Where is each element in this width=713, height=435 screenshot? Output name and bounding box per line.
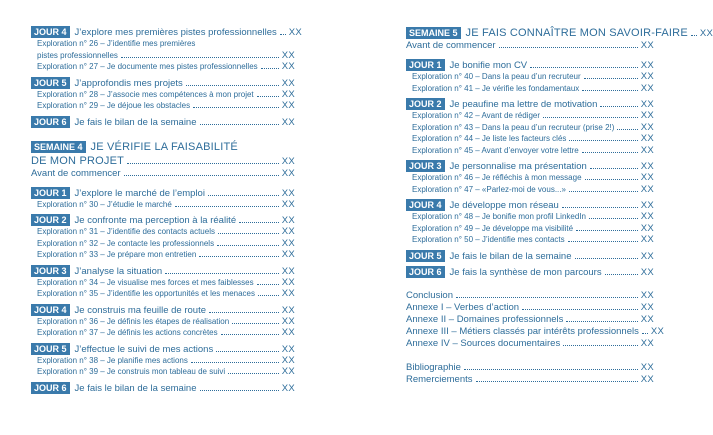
section-title: DE MON PROJET (31, 154, 125, 167)
toc-entry-exploration-26-cont[interactable] (31, 50, 295, 62)
dot-leader (543, 117, 638, 118)
dot-leader (476, 381, 638, 382)
toc-entry-exploration-44[interactable] (406, 133, 654, 145)
entry-title: Je personnalise ma présentation (449, 161, 587, 172)
day-badge: JOUR 6 (406, 266, 445, 278)
dot-leader (124, 175, 279, 176)
day-badge: JOUR 3 (406, 160, 445, 172)
entry-title: Exploration n° 26 – J’identifie mes premières (37, 39, 196, 48)
toc-entry-exploration-34[interactable] (31, 277, 295, 289)
toc-entry-exploration-30[interactable] (31, 199, 295, 211)
day-badge: JOUR 6 (31, 382, 70, 394)
entry-title: Je fais la synthèse de mon parcours (449, 266, 602, 278)
page-number: XX (281, 249, 295, 260)
page-number: XX (281, 116, 295, 128)
entry-title: Exploration n° 40 – Dans la peau d’un recruteur (412, 72, 581, 81)
toc-entry-exploration-50[interactable] (406, 234, 654, 246)
dot-leader (218, 233, 279, 234)
toc-entry-exploration-45[interactable] (406, 145, 654, 157)
toc-entry-jour1[interactable] (406, 59, 654, 71)
entry-title: Je peaufine ma lettre de motivation (449, 99, 598, 110)
entry-title: Exploration n° 42 – Avant de rédiger (412, 111, 541, 120)
dot-leader (585, 179, 638, 180)
entry-title: J’explore le marché de l’emploi (74, 187, 205, 199)
day-badge: JOUR 3 (31, 265, 70, 277)
page-number: XX (640, 172, 654, 183)
dot-leader (239, 222, 279, 223)
page-number: XX (281, 265, 295, 277)
toc-entry-exploration-43[interactable] (406, 122, 654, 134)
toc-entry-annexe-1[interactable] (406, 302, 654, 314)
page-number: XX (640, 82, 654, 94)
page-number: XX (281, 382, 295, 394)
week-badge: SEMAINE 4 (31, 141, 86, 153)
dot-leader (499, 47, 638, 48)
dot-leader (576, 230, 638, 231)
dot-leader (127, 163, 279, 164)
day-badge: JOUR 5 (31, 77, 70, 89)
toc-entry-jour4[interactable] (31, 26, 303, 38)
page-number: XX (640, 289, 654, 301)
page-number: XX (281, 304, 295, 316)
dot-leader (232, 323, 279, 324)
dot-leader (221, 334, 279, 335)
dot-leader (200, 390, 279, 391)
toc-entry-jour6[interactable] (31, 116, 295, 128)
dot-leader (589, 218, 638, 219)
toc-right-column (406, 26, 713, 386)
page-number: XX (281, 187, 295, 199)
dot-leader (199, 256, 278, 257)
dot-leader (575, 258, 638, 259)
entry-title: Annexe III – Métiers classés par intérêts professionnels (406, 325, 639, 337)
dot-leader (563, 345, 638, 346)
entry-title: Exploration n° 36 – Je définis les étapes de réalisation (37, 316, 230, 326)
page-number: XX (640, 337, 654, 349)
toc-entry-exploration-46[interactable] (406, 172, 654, 184)
toc-entry-exploration-35[interactable] (31, 288, 295, 300)
page-number: XX (640, 133, 654, 144)
toc-entry-exploration-33[interactable] (31, 249, 295, 261)
entry-title: J’explore mes premières pistes professionnelles (74, 27, 277, 38)
entry-title: Annexe IV – Sources documentaires (406, 337, 561, 349)
page-number: XX (650, 325, 665, 337)
page-number: XX (640, 301, 654, 313)
entry-title: Exploration n° 28 – J’associe mes compétences à mon projet (37, 89, 254, 99)
toc-entry-exploration-26[interactable] (31, 38, 295, 50)
page-number: XX (640, 200, 654, 211)
page-number: XX (640, 40, 654, 51)
entry-title: Je confronte ma perception à la réalité (74, 215, 237, 226)
toc-section-semaine4-cont[interactable] (31, 154, 295, 168)
entry-title: J’analyse la situation (74, 265, 163, 277)
toc-entry-conclusion[interactable] (406, 290, 654, 302)
toc-section-semaine5[interactable] (406, 26, 713, 40)
page-number: XX (640, 60, 654, 71)
dot-leader (584, 78, 638, 79)
page-number: XX (281, 366, 295, 377)
dot-leader (464, 369, 638, 370)
entry-title: Exploration n° 35 – J’identifie les opportunités et les menaces (37, 289, 255, 298)
day-badge: JOUR 5 (406, 250, 445, 262)
page-number: XX (640, 361, 654, 373)
day-badge: JOUR 1 (406, 59, 445, 71)
page-number: XX (281, 276, 295, 288)
entry-title: J’approfondis mes projets (74, 77, 183, 89)
toc-entry-exploration-37[interactable] (31, 327, 295, 339)
page-number: XX (281, 226, 295, 237)
entry-title: Exploration n° 45 – Avant d’envoyer votre lettre (412, 145, 579, 155)
entry-title: Exploration n° 30 – J’étudie le marché (37, 199, 172, 209)
page-number: XX (281, 288, 295, 299)
entry-title: Avant de commencer (31, 167, 121, 179)
toc-entry-exploration-28[interactable] (31, 89, 295, 101)
day-badge: JOUR 4 (406, 199, 445, 211)
entry-title: Remerciements (406, 373, 473, 385)
page-number: XX (640, 266, 654, 278)
page-number: XX (281, 77, 295, 89)
day-badge: JOUR 4 (31, 26, 70, 38)
entry-title: Je bonifie mon CV (449, 60, 528, 71)
toc-entry-jour1[interactable] (31, 187, 295, 199)
page-number: XX (281, 100, 295, 111)
section-title: JE FAIS CONNAÎTRE MON SAVOIR-FAIRE (465, 27, 688, 39)
toc-entry-exploration-38[interactable] (31, 355, 295, 367)
dot-leader (617, 129, 637, 130)
entry-title: Exploration n° 47 – «Parlez-moi de vous...» (412, 184, 566, 194)
toc-entry-bibliographie[interactable] (406, 362, 654, 374)
dot-leader (642, 333, 648, 334)
page-number: XX (640, 373, 654, 385)
page-number: XX (640, 99, 654, 110)
page-number: XX (640, 183, 654, 195)
dot-leader (568, 241, 638, 242)
section-title: JE VÉRIFIE LA FAISABILITÉ (90, 140, 238, 153)
toc-left-column (31, 26, 303, 394)
dot-leader (228, 373, 279, 374)
toc-entry-avant-de-commencer[interactable] (406, 40, 654, 52)
toc-entry-jour5[interactable] (406, 250, 654, 262)
entry-title: Exploration n° 39 – Je construis mon tableau de suivi (37, 367, 226, 376)
toc-entry-exploration-41[interactable] (406, 83, 654, 95)
dot-leader (191, 362, 279, 363)
page-number: XX (640, 110, 654, 121)
toc-entry-avant-de-commencer[interactable] (31, 168, 295, 180)
dot-leader (165, 273, 279, 274)
page-number: XX (281, 237, 295, 249)
page-number: XX (640, 211, 654, 222)
entry-title: Avant de commencer (406, 40, 496, 51)
page-number: XX (640, 71, 654, 82)
toc-entry-annexe-2[interactable] (406, 314, 654, 326)
dot-leader (590, 168, 638, 169)
entry-title: Je construis ma feuille de route (74, 304, 206, 316)
entry-title: Exploration n° 32 – Je contacte les professionnels (37, 238, 215, 248)
day-badge: JOUR 5 (31, 343, 70, 355)
toc-entry-jour3[interactable] (406, 160, 654, 172)
entry-title: J’effectue le suivi de mes actions (74, 343, 214, 355)
page-number: XX (281, 315, 295, 327)
entry-title: Exploration n° 29 – Je déjoue les obstacles (37, 101, 191, 110)
dot-leader (258, 295, 279, 296)
dot-leader (600, 106, 637, 107)
toc-entry-jour4b[interactable] (31, 304, 295, 316)
dot-leader (569, 140, 637, 141)
dot-leader (121, 57, 279, 58)
week-badge: SEMAINE 5 (406, 27, 461, 39)
dot-leader (193, 107, 279, 108)
entry-title: Conclusion (406, 289, 453, 301)
page-number: XX (281, 215, 295, 226)
day-badge: JOUR 1 (31, 187, 70, 199)
day-badge: JOUR 2 (31, 214, 70, 226)
toc-entry-remerciements[interactable] (406, 374, 654, 386)
dot-leader (261, 68, 279, 69)
toc-entry-exploration-39[interactable] (31, 366, 295, 378)
dot-leader (582, 90, 637, 91)
dot-leader (200, 124, 279, 125)
dot-leader (522, 309, 638, 310)
page-number: XX (281, 61, 295, 72)
page-number: XX (281, 49, 295, 61)
toc-entry-jour2[interactable] (406, 98, 654, 110)
dot-leader (257, 284, 279, 285)
entry-title: Exploration n° 46 – Je réfléchis à mon message (412, 173, 582, 182)
entry-title: Je fais le bilan de la semaine (74, 116, 197, 128)
page-number: XX (281, 88, 295, 100)
entry-title: Exploration n° 33 – Je prépare mon entretien (37, 250, 197, 259)
dot-leader (691, 35, 697, 36)
dot-leader (530, 67, 638, 68)
entry-title: Je fais le bilan de la semaine (74, 382, 197, 394)
dot-leader (257, 96, 279, 97)
entry-title: Exploration n° 37 – Je définis les actions concrètes (37, 328, 218, 337)
toc-entry-jour2[interactable] (31, 214, 295, 226)
page-number: XX (281, 343, 295, 355)
day-badge: JOUR 4 (31, 304, 70, 316)
dot-leader (566, 321, 637, 322)
entry-title: Exploration n° 41 – Je vérifie les fondamentaux (412, 83, 580, 93)
toc-entry-annexe-3[interactable] (406, 325, 665, 338)
entry-title: pistes professionnelles (37, 50, 118, 60)
toc-entry-jour6[interactable] (406, 266, 654, 278)
dot-leader (217, 245, 279, 246)
entry-title: Je développe mon réseau (449, 200, 559, 211)
page-number: XX (281, 198, 295, 210)
entry-title: Exploration n° 34 – Je visualise mes forces et mes faiblesses (37, 277, 254, 287)
page-number: XX (281, 327, 295, 338)
entry-title: Exploration n° 31 – J’identifie des contacts actuels (37, 227, 215, 236)
toc-entry-exploration-48[interactable] (406, 211, 654, 223)
entry-title: Exploration n° 38 – Je planifie mes actions (37, 355, 188, 365)
toc-entry-exploration-27[interactable] (31, 61, 295, 73)
toc-entry-jour5[interactable] (31, 77, 295, 89)
page-number: XX (699, 28, 713, 39)
entry-title: Bibliographie (406, 361, 461, 373)
page-number: XX (281, 155, 295, 167)
toc-entry-annexe-4[interactable] (406, 338, 654, 350)
entry-title: Exploration n° 49 – Je développe ma visibilité (412, 223, 574, 233)
toc-entry-jour3[interactable] (31, 265, 295, 277)
entry-title: Exploration n° 44 – Je liste les facteurs clés (412, 134, 567, 143)
toc-entry-exploration-32[interactable] (31, 238, 295, 250)
dot-leader (605, 274, 638, 275)
entry-title: Exploration n° 27 – Je documente mes pistes professionnelles (37, 62, 258, 71)
dot-leader (216, 351, 279, 352)
entry-title: Annexe II – Domaines professionnels (406, 313, 564, 325)
entry-title: Exploration n° 43 – Dans la peau d’un recruteur (prise 2!) (412, 122, 615, 132)
entry-title: Exploration n° 50 – J’identifie mes contacts (412, 235, 565, 244)
dot-leader (280, 34, 286, 35)
day-badge: JOUR 2 (406, 98, 445, 110)
page-number: XX (288, 27, 303, 38)
toc-entry-exploration-40[interactable] (406, 71, 654, 83)
entry-title: Exploration n° 48 – Je bonifie mon profil LinkedIn (412, 212, 586, 221)
toc-entry-exploration-31[interactable] (31, 226, 295, 238)
toc-entry-exploration-47[interactable] (406, 184, 654, 196)
dot-leader (208, 195, 279, 196)
page-number: XX (640, 250, 654, 262)
entry-title: Annexe I – Verbes d’action (406, 301, 520, 313)
page-number: XX (640, 222, 654, 234)
toc-entry-exploration-36[interactable] (31, 316, 295, 328)
entry-title: Je fais le bilan de la semaine (449, 250, 572, 262)
page-number: XX (640, 234, 654, 245)
page-number: XX (640, 144, 654, 156)
toc-entry-exploration-29[interactable] (31, 100, 295, 112)
page-number: XX (281, 354, 295, 366)
dot-leader (186, 85, 279, 86)
dot-leader (562, 207, 638, 208)
toc-entry-jour6b[interactable] (31, 382, 295, 394)
toc-entry-exploration-42[interactable] (406, 110, 654, 122)
page-number: XX (640, 313, 654, 325)
page-number: XX (640, 121, 654, 133)
toc-entry-jour4[interactable] (406, 199, 654, 211)
dot-leader (569, 191, 638, 192)
dot-leader (175, 206, 279, 207)
page-number: XX (640, 161, 654, 172)
dot-leader (209, 312, 279, 313)
day-badge: JOUR 6 (31, 116, 70, 128)
toc-entry-jour5b[interactable] (31, 343, 295, 355)
page-number: XX (281, 167, 295, 179)
toc-section-semaine4[interactable] (31, 140, 295, 154)
dot-leader (456, 297, 638, 298)
dot-leader (582, 152, 638, 153)
toc-entry-exploration-49[interactable] (406, 223, 654, 235)
